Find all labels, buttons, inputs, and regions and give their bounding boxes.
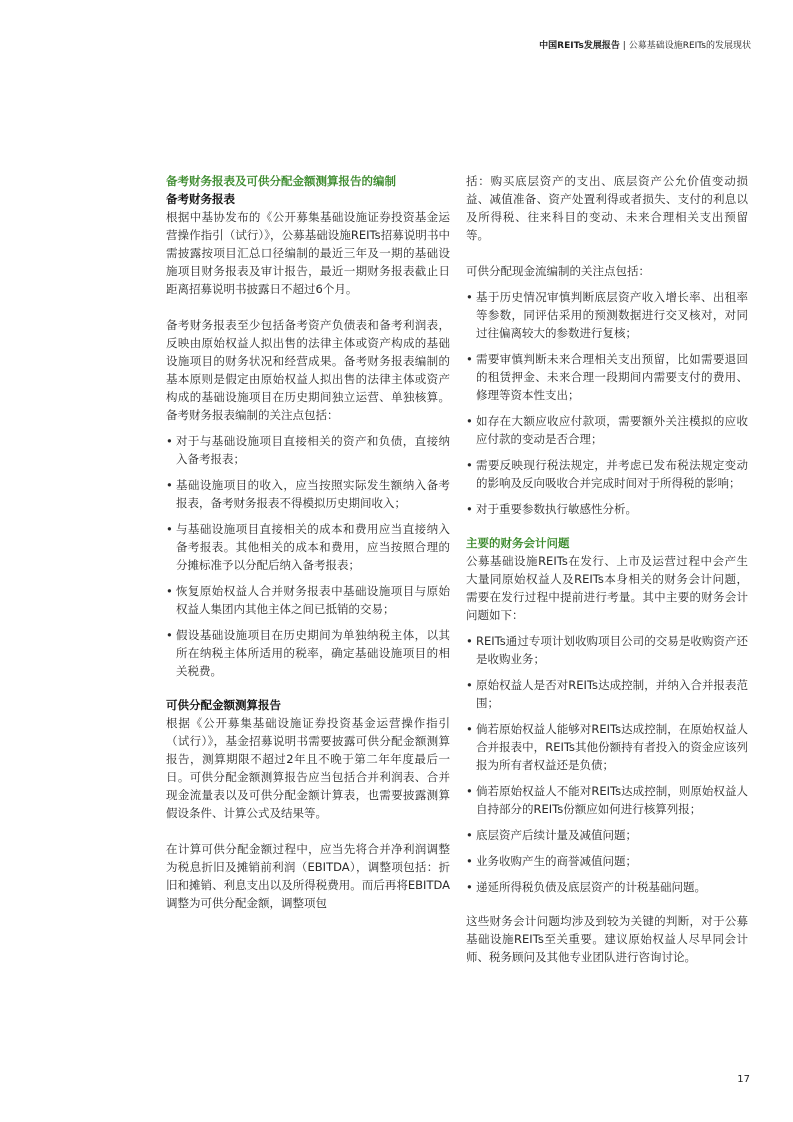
bullet-icon: • (466, 502, 473, 516)
list-item: • 需要审慎判断未来合理相关支出预留，比如需要退回的租赁押金、未来合理一段期间内需要支付的费用、修理等资本性支出； (466, 352, 748, 402)
section-title-pro-forma: 备考财务报表及可供分配金额测算报告的编制 (166, 174, 396, 188)
list-item: • 对于重要参数执行敏感性分析。 (466, 502, 637, 516)
list-item: • 需要反映现行税法规定，并考虑已发布税法规定变动的影响及反向吸收合并完成时间对于所得税的影响； (466, 458, 748, 490)
bullet-icon: • (466, 678, 473, 692)
bullet-icon: • (166, 628, 173, 642)
list-item: • 如存在大额应收应付款项，需要额外关注模拟的应收应付款的变动是否合理； (466, 414, 748, 446)
list-item: • 递延所得税负债及底层资产的计税基础问题。 (466, 880, 706, 894)
section-title-accounting-issues: 主要的财务会计问题 (466, 536, 570, 550)
bullet-icon: • (466, 352, 473, 366)
list-item: • 与基础设施项目直接相关的成本和费用应当直接纳入备考报表。其他相关的成本和费用，应当按照合理的分摊标准予以分配后纳入备考报表； (166, 522, 450, 572)
subsection-title-pro-forma-statements: 备考财务报表 (166, 192, 235, 206)
bullet-icon: • (166, 584, 173, 598)
bullet-icon: • (466, 290, 473, 304)
bullet-icon: • (166, 434, 173, 448)
list-item: • 恢复原始权益人合并财务报表中基础设施项目与原始权益人集团内其他主体之间已抵销的交易； (166, 584, 450, 616)
bullet-icon: • (466, 458, 473, 472)
paragraph: 公募基础设施REITs在发行、上市及运营过程中会产生大量同原始权益人及REITs本身相关的财务会计问题，需要在发行过程中提前进行考量。其中主要的财务会计问题如下： (466, 554, 748, 622)
list-item: • REITs通过专项计划收购项目公司的交易是收购资产还是收购业务； (466, 634, 748, 666)
header-separator: | (622, 41, 626, 51)
subsection-title-distributable-amount: 可供分配金额测算报告 (166, 698, 281, 712)
bullet-list (466, 288, 748, 518)
list-item: • 假设基础设施项目在历史期间为单独纳税主体，以其所在纳税主体所适用的税率，确定基础设施项目的相关税费。 (166, 628, 450, 678)
list-item: • 倘若原始权益人能够对REITs达成控制，在原始权益人合并报表中，REITs其他份额持有者投入的资金应该列报为所有者权益还是负债； (466, 722, 748, 772)
header-chapter-title: 公募基础设施REITs的发展现状 (628, 41, 751, 51)
right-column (466, 172, 748, 966)
paragraph: 备考财务报表至少包括备考资产负债表和备考利润表，反映由原始权益人拟出售的法律主体或资产构成的基础设施项目的财务状况和经营成果。备考财务报表编制的基本原则是假定由原始权益人拟出售的法律主体或资产构成的基础设施项目在历史期间独立运营、单独核算。备考财务报表编制的关注点包括： (166, 318, 450, 422)
bullet-icon: • (466, 414, 473, 428)
list-item: • 倘若原始权益人不能对REITs达成控制，则原始权益人自持部分的REITs份额应如何进行核算列报； (466, 784, 748, 816)
left-column (166, 172, 450, 912)
list-item: • 业务收购产生的商誉减值问题； (466, 854, 637, 868)
paragraph: 在计算可供分配金额过程中，应当先将合并净利润调整为税息折旧及摊销前利润（EBITDA），调整项包括：折旧和摊销、利息支出以及所得税费用。而后再将EBITDA调整为可供分配金额，调整项包 (166, 842, 450, 910)
list-item: • 原始权益人是否对REITs达成控制，并纳入合并报表范围； (466, 678, 748, 710)
page-number: 17 (737, 1074, 750, 1085)
bullet-icon: • (466, 722, 473, 736)
bullet-icon: • (466, 880, 473, 894)
list-item: • 基础设施项目的收入，应当按照实际发生额纳入备考报表，备考财务报表不得模拟历史期间收入； (166, 478, 450, 510)
list-item: • 基于历史情况审慎判断底层资产收入增长率、出租率等参数，同评估采用的预测数据进行交叉核对，对同过往偏离较大的参数进行复核； (466, 290, 748, 340)
paragraph: 括：购买底层资产的支出、底层资产公允价值变动损益、减值准备、资产处置利得或者损失、支付的利息以及所得税、往来科目的变动、未来合理相关支出预留等。 (466, 174, 748, 242)
bullet-list (166, 432, 450, 680)
paragraph: 这些财务会计问题均涉及到较为关键的判断，对于公募基础设施REITs至关重要。建议原始权益人尽早同会计师、税务顾问及其他专业团队进行咨询讨论。 (466, 914, 748, 964)
paragraph: 根据《公开募集基础设施证券投资基金运营操作指引（试行）》，基金招募说明书需要披露可供分配金额测算报告，测算期限不超过2年且不晚于第二年年度最后一日。可供分配金额测算报告应当包括合并利润表、合并现金流量表以及可供分配金额计算表，也需要披露测算假设条件、计算公式及结果等。 (166, 716, 450, 820)
bullet-icon: • (466, 634, 473, 648)
bullet-icon: • (466, 784, 473, 798)
bullet-icon: • (466, 854, 473, 868)
bullet-icon: • (166, 478, 173, 492)
paragraph: 可供分配现金流编制的关注点包括： (466, 264, 650, 278)
header-report-title: 中国REITs发展报告 (539, 41, 620, 51)
list-item: • 底层资产后续计量及减值问题； (466, 828, 637, 842)
bullet-icon: • (166, 522, 173, 536)
bullet-list (466, 632, 748, 896)
list-item: • 对于与基础设施项目直接相关的资产和负债，直接纳入备考报表； (166, 434, 450, 466)
running-header (539, 38, 751, 51)
bullet-icon: • (466, 828, 473, 842)
paragraph: 根据中基协发布的《公开募集基础设施证券投资基金运营操作指引（试行）》，公募基础设施REITs招募说明书中需披露按项目汇总口径编制的最近三年及一期的基础设施项目财务报表及审计报告，最近一期财务报表截止日距离招募说明书披露日不超过6个月。 (166, 210, 450, 296)
